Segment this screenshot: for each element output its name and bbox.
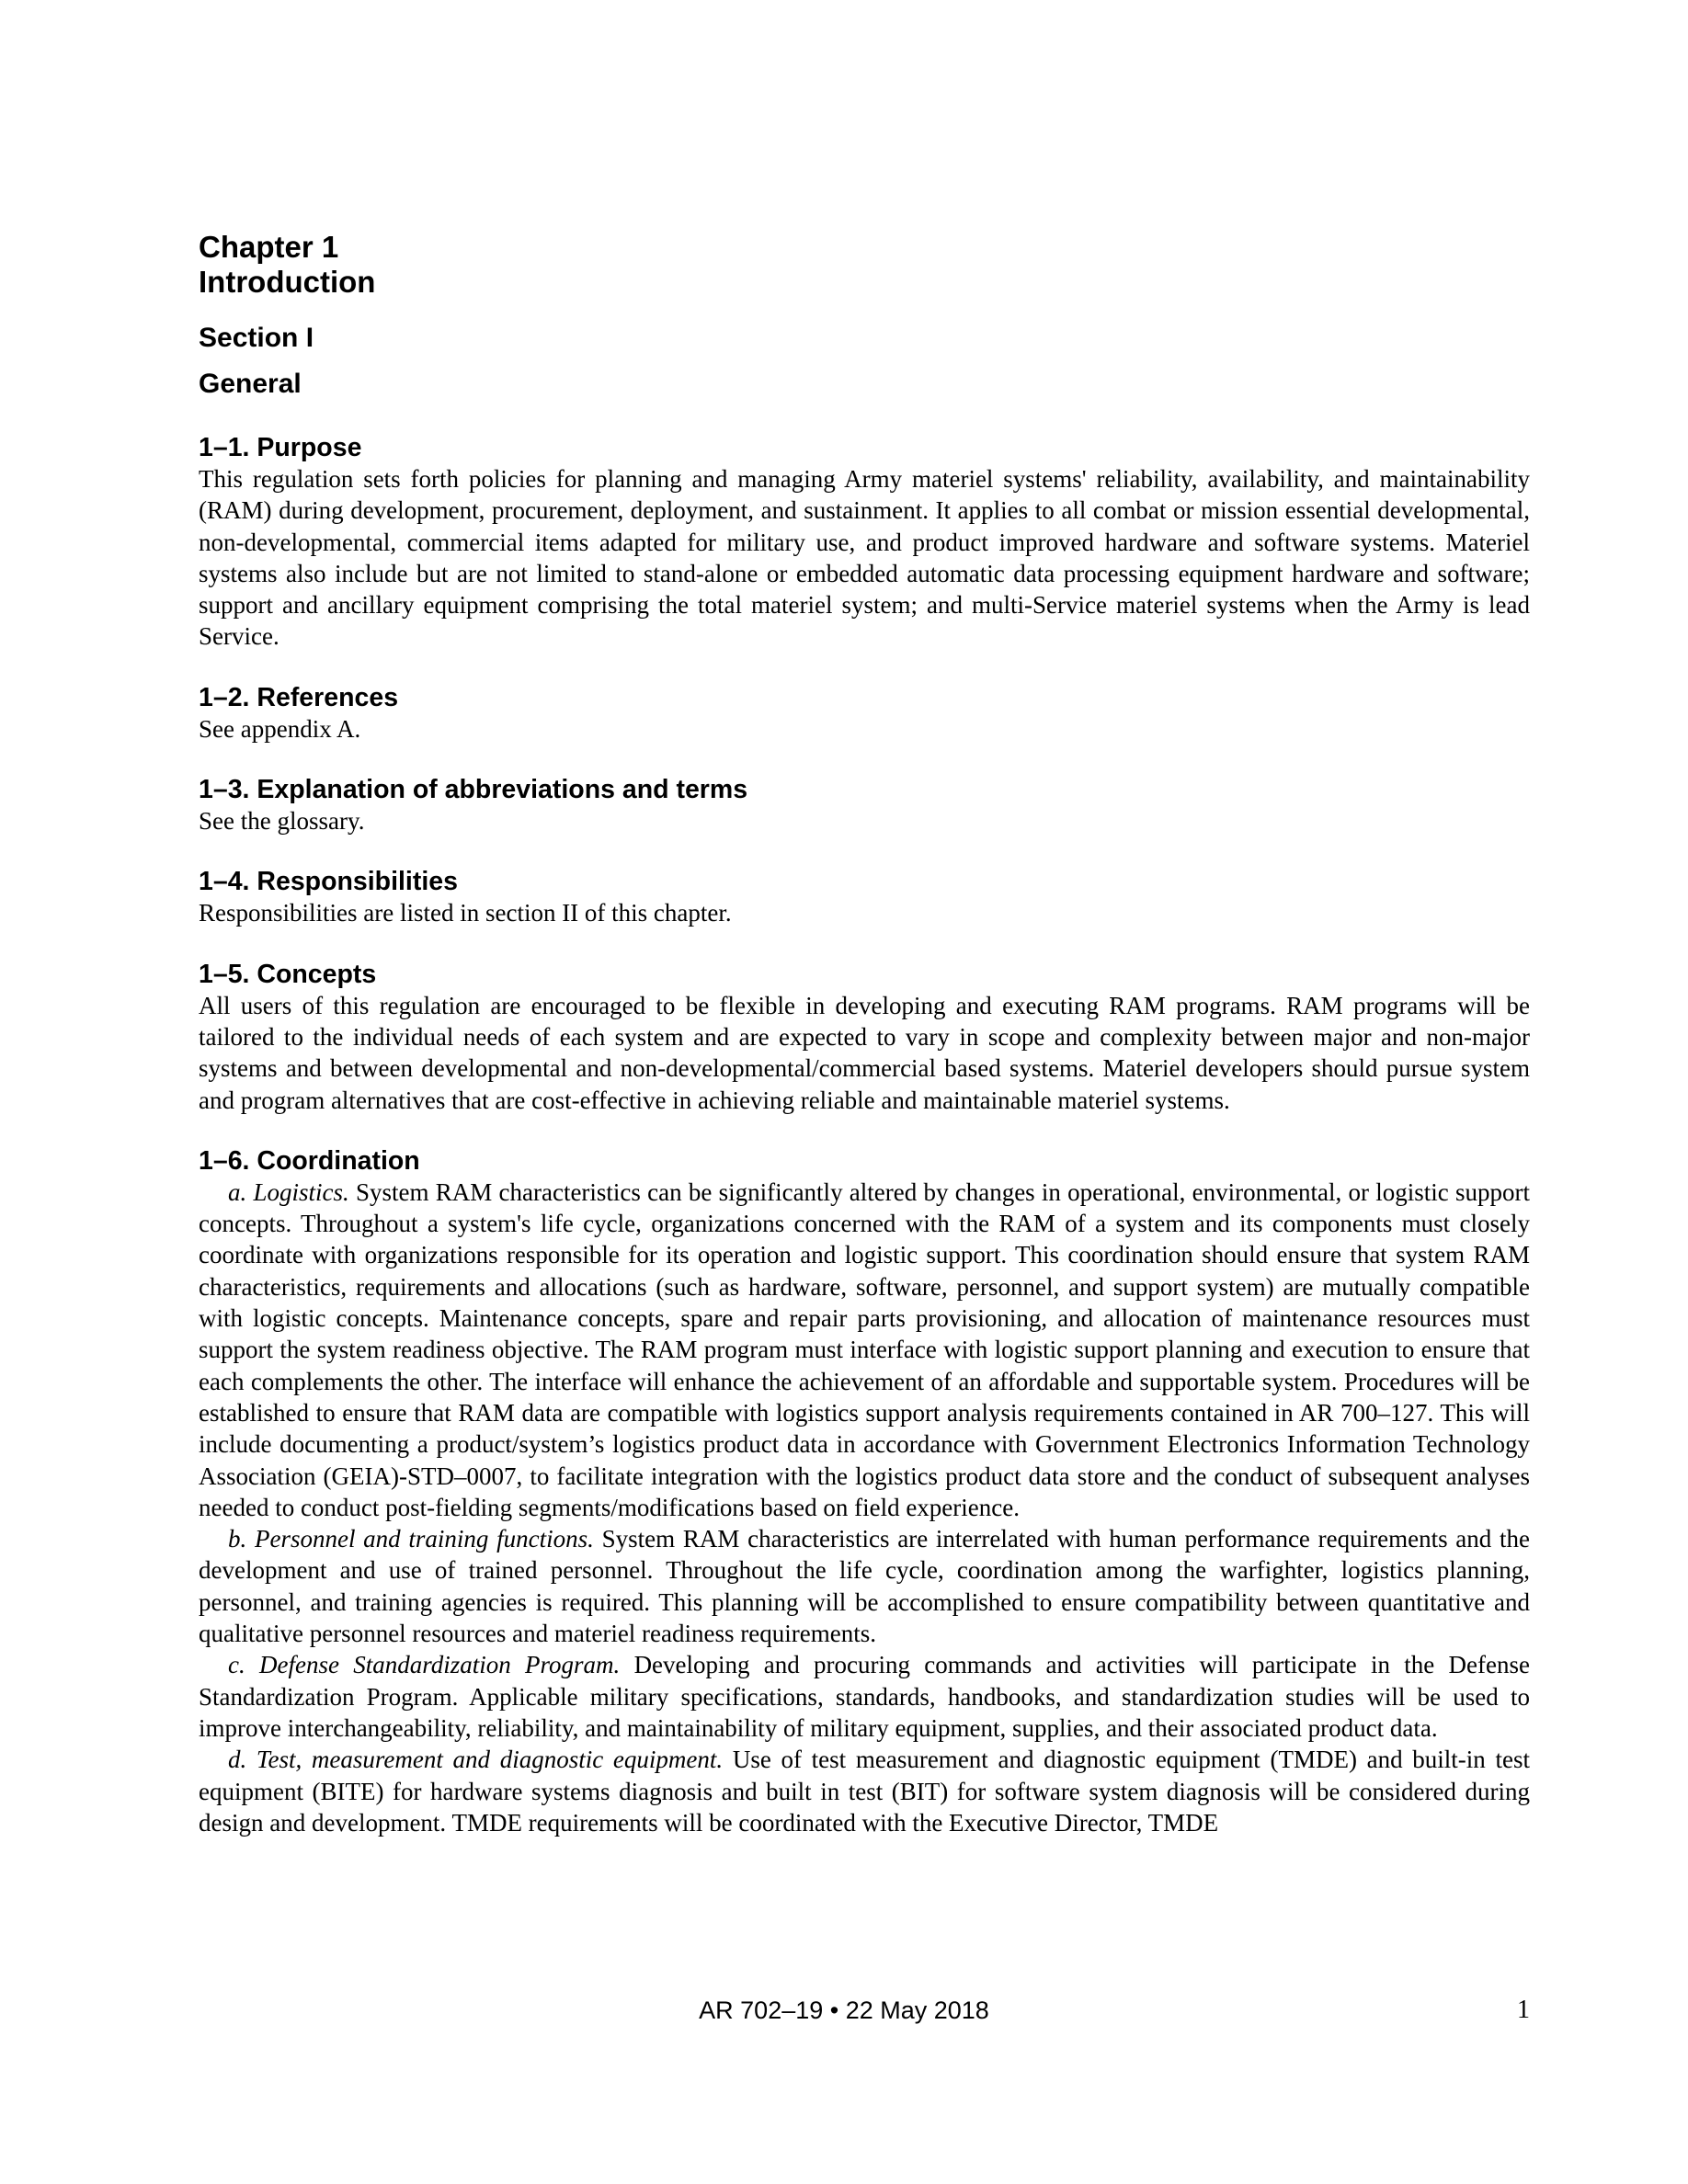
subparagraph-text: System RAM characteristics are interrelated with human performance requirements and the development and use of trained personnel. Throughout the life cycle, coordination among the warfighter, logistics planning, personnel, and training agencies is required. This planning will be accomplished to ensure compatibility between quantitative and qualitative personnel resources and materiel readiness requirements.	[199, 1525, 1531, 1648]
section-title: General	[199, 369, 302, 399]
paragraph-heading: 1–3. Explanation of abbreviations and terms	[199, 775, 748, 805]
page-number: 1	[1517, 1996, 1530, 2024]
paragraph-text: All users of this regulation are encouraged to be flexible in developing and executing RAM programs. RAM programs will be tailored to the individual needs of each system and are expected to vary in scope and complexity between major and non-major systems and between developmental and non-developmental/commercial based systems. Materiel developers should pursue system and program alternatives that are cost-effective in achieving reliable and maintainable materiel systems.	[199, 991, 1530, 1114]
paragraph-text: See the glossary.	[199, 807, 365, 836]
section-label: Section I	[199, 323, 314, 353]
page-footer: AR 702–19 • 22 May 2018	[699, 1996, 989, 2024]
paragraph-references	[199, 682, 1530, 745]
subparagraph-label: d. Test, measurement and diagnostic equipment.	[228, 1746, 724, 1774]
subparagraph-personnel	[199, 1523, 1530, 1649]
paragraph-heading: 1–4. Responsibilities	[199, 867, 458, 897]
paragraph-text: This regulation sets forth policies for planning and managing Army materiel systems' reliability, availability, and maintainability (RAM) during development, procurement, deployment, and sustainment. It applies to all combat or mission essential developmental, non-developmental, commercial items adapted for military use, and product improved hardware and software systems. Materiel systems also include but are not limited to stand-alone or embedded automatic data processing equipment hardware and software; support and ancillary equipment comprising the total materiel system; and multi-Service materiel systems when the Army is lead Service.	[199, 465, 1530, 651]
subparagraph-label: b. Personnel and training functions.	[228, 1525, 594, 1553]
subparagraph-text: Developing and procuring commands and activities will participate in the Defense Standardization Program. Applicable military specifications, standards, handbooks, and standardization studies will be used to improve interchangeability, reliability, and maintainability of military equipment, supplies, and their associated product data.	[199, 1651, 1530, 1742]
paragraph-heading: 1–1. Purpose	[199, 433, 362, 462]
paragraph-heading: 1–2. References	[199, 682, 399, 712]
document-page	[199, 230, 1530, 1838]
subparagraph-standardization	[199, 1649, 1530, 1744]
paragraph-heading: 1–6. Coordination	[199, 1145, 420, 1176]
paragraph-responsibilities	[199, 866, 1530, 928]
subparagraph-label: c. Defense Standardization Program.	[228, 1651, 621, 1679]
paragraph-text: See appendix A.	[199, 714, 361, 743]
paragraph-coordination	[199, 1145, 1530, 1838]
subparagraph-text: Use of test measurement and diagnostic equipment (TMDE) and built-in test equipment (BITE) for hardware systems diagnosis and built in test (BIT) for software system diagnosis will be considered during design and development. TMDE requirements will be coordinated with the Executive Director, TMDE	[199, 1746, 1530, 1837]
paragraph-abbreviations	[199, 774, 1530, 836]
paragraph-heading: 1–5. Concepts	[199, 959, 377, 989]
subparagraph-tmde	[199, 1744, 1530, 1838]
chapter-title: Introduction	[199, 265, 376, 299]
paragraph-text: Responsibilities are listed in section II of this chapter.	[199, 899, 732, 927]
chapter-number: Chapter 1	[199, 230, 339, 264]
paragraph-concepts	[199, 959, 1530, 1116]
paragraph-purpose	[199, 432, 1530, 653]
subparagraph-logistics	[199, 1177, 1530, 1523]
subparagraph-label: a. Logistics.	[228, 1177, 349, 1206]
subparagraph-text: System RAM characteristics can be significantly altered by changes in operational, environmental, or logistic support concepts. Throughout a system's life cycle, organizations concerned with the RAM of a system and its components must closely coordinate with organizations responsible for its operation and logistic support. This coordination should ensure that system RAM characteristics, requirements and allocations (such as hardware, software, personnel, and support system) are mutually compatible with logistic concepts. Maintenance concepts, spare and repair parts provisioning, and allocation of maintenance resources must support the system readiness objective. The RAM program must interface with logistic support planning and execution to ensure that each complements the other. The interface will enhance the achievement of an affordable and supportable system. Procedures will be established to ensure that RAM data are compatible with logistics support analysis requirements contained in AR 700–127. This will include documenting a product/system’s logistics product data in accordance with Government Electronics Information Technology Association (GEIA)-STD–0007, to facilitate integration with the logistics product data store and the conduct of subsequent analyses needed to conduct post-fielding segments/modifications based on field experience.	[199, 1177, 1530, 1521]
